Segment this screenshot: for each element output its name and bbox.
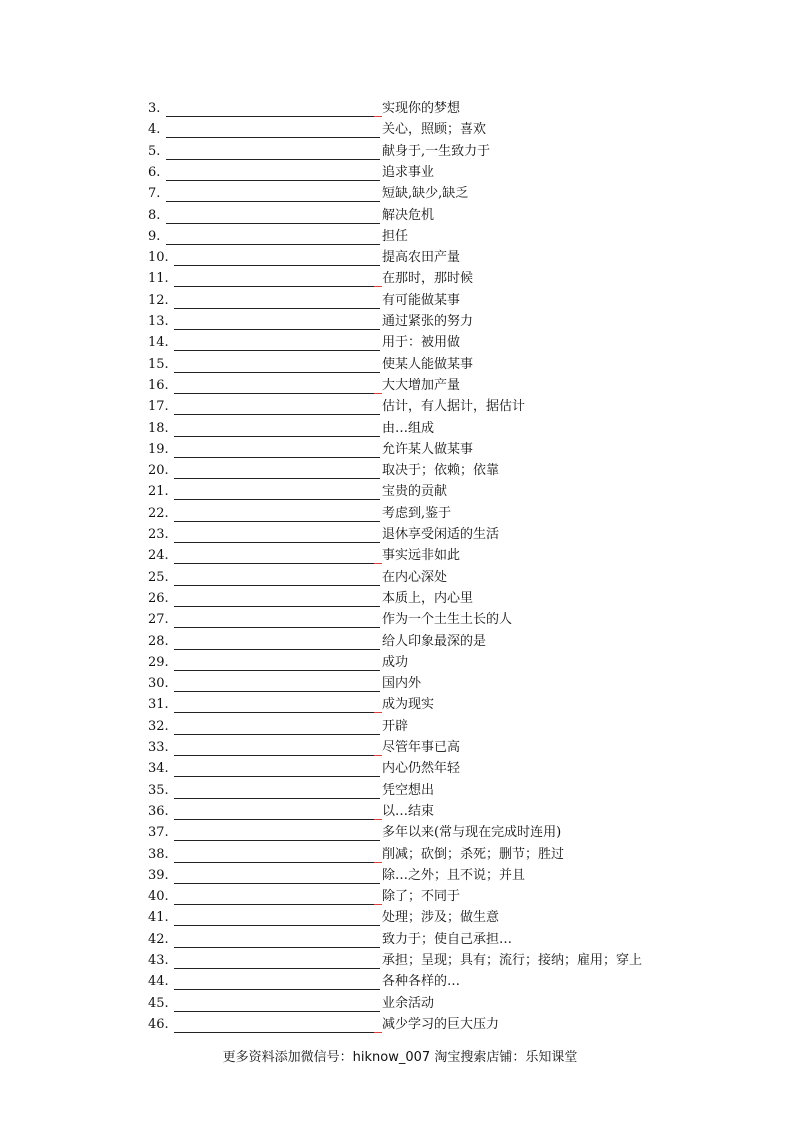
vocabulary-item [148,374,460,394]
vocabulary-item [148,693,434,713]
vocabulary-item [148,523,499,543]
chinese-meaning: 用于：被用做 [382,335,461,351]
vocabulary-item [148,843,564,863]
item-number: 22. [148,505,169,521]
vocabulary-item [148,438,473,458]
vocabulary-item [148,672,421,692]
vocabulary-item [148,544,460,564]
item-number: 14. [148,335,169,351]
answer-blank[interactable] [174,529,380,543]
item-number: 36. [148,803,169,819]
answer-blank[interactable] [174,614,380,628]
answer-blank[interactable] [174,998,380,1012]
vocabulary-item [148,970,460,990]
answer-blank[interactable] [174,465,380,479]
vocabulary-item [148,630,486,650]
chinese-meaning: 解决危机 [382,207,435,223]
chinese-meaning: 允许某人做某事 [382,441,474,457]
answer-blank[interactable] [174,316,380,330]
item-number: 41. [148,910,169,926]
item-number: 26. [148,590,169,606]
item-number: 11. [148,271,169,287]
item-number: 6. [148,164,161,180]
answer-blank[interactable] [174,273,380,287]
answer-blank[interactable] [174,636,380,650]
vocabulary-item [148,715,408,735]
vocabulary-item [148,949,642,969]
answer-blank[interactable] [174,1019,380,1033]
chinese-meaning: 在那时，那时候 [382,271,474,287]
item-number: 46. [148,1016,169,1032]
chinese-meaning: 退休享受闲适的生活 [382,527,500,542]
answer-blank[interactable] [174,763,380,777]
answer-blank[interactable] [174,934,380,948]
chinese-meaning: 业余活动 [382,995,435,1011]
vocabulary-item [148,459,499,479]
vocabulary-item [148,395,525,415]
chinese-meaning: 各种各样的… [382,974,461,990]
item-number: 21. [148,484,169,500]
item-number: 25. [148,569,169,585]
chinese-meaning: 减少学习的巨大压力 [382,1016,500,1032]
vocabulary-item [148,651,408,671]
answer-blank[interactable] [174,891,380,905]
chinese-meaning: 内心仍然年轻 [382,761,461,777]
chinese-meaning: 削减；砍倒；杀死；删节；胜过 [382,846,565,862]
vocabulary-item [148,310,473,330]
vocabulary-item [148,906,499,926]
item-number: 7. [148,186,161,202]
item-number: 24. [148,548,169,564]
item-number: 3. [148,101,161,116]
item-number: 34. [148,761,169,777]
answer-blank[interactable] [174,870,380,884]
vocabulary-item [148,140,490,160]
item-number: 44. [148,974,169,990]
item-number: 10. [148,250,169,266]
vocabulary-item [148,480,447,500]
answer-blank[interactable] [174,508,380,522]
item-number: 4. [148,122,161,138]
vocabulary-item [148,246,460,266]
item-number: 5. [148,143,161,159]
answer-blank[interactable] [174,423,380,437]
vocabulary-item [148,331,460,351]
answer-blank[interactable] [174,806,380,820]
item-number: 35. [148,782,169,798]
answer-blank[interactable] [174,359,380,373]
item-number: 38. [148,846,169,862]
item-number: 16. [148,377,169,393]
answer-blank[interactable] [174,955,380,969]
vocabulary-item [148,587,473,607]
chinese-meaning: 提高农田产量 [382,250,461,266]
vocabulary-item [148,821,561,841]
answer-blank[interactable] [166,210,380,224]
chinese-meaning: 致力于；使自己承担… [382,931,513,947]
chinese-meaning: 估计，有人据计，据估计 [382,399,526,415]
chinese-meaning: 国内外 [382,676,422,692]
chinese-meaning: 担任 [382,228,409,244]
chinese-meaning: 追求事业 [382,164,435,180]
chinese-meaning: 取决于；依赖；依靠 [382,463,500,479]
item-number: 43. [148,953,169,968]
chinese-meaning: 有可能做某事 [382,292,461,308]
vocabulary-item [148,757,460,777]
vocabulary-item [148,204,434,224]
chinese-meaning: 短缺,缺少,缺乏 [382,186,469,202]
vocabulary-item [148,736,460,756]
vocabulary-item [148,1013,499,1033]
vocabulary-item [148,118,486,138]
answer-blank[interactable] [174,337,380,351]
chinese-meaning: 除…之外；且不说；并且 [382,867,526,883]
chinese-meaning: 关心，照顾；喜欢 [382,122,487,138]
chinese-meaning: 实现你的梦想 [382,101,461,116]
item-number: 13. [148,314,169,329]
answer-blank[interactable] [166,103,380,117]
chinese-meaning: 多年以来(常与现在完成时连用) [382,825,562,841]
footer-text: 更多资料添加微信号：hiknow_007 淘宝搜索店铺：乐知课堂 [222,1050,578,1065]
vocabulary-item [148,800,434,820]
answer-blank[interactable] [174,699,380,713]
answer-blank[interactable] [174,380,380,394]
item-number: 37. [148,825,169,841]
vocabulary-item [148,182,468,202]
chinese-meaning: 以…结束 [382,803,435,819]
answer-blank[interactable] [174,827,380,841]
answer-blank[interactable] [174,721,380,735]
chinese-meaning: 承担；呈现；具有；流行；接纳；雇用；穿上 [382,953,643,968]
answer-blank[interactable] [166,188,380,202]
vocabulary-item [148,267,473,287]
item-number: 12. [148,292,169,308]
answer-blank[interactable] [174,849,380,863]
answer-blank[interactable] [166,146,380,160]
vocabulary-item [148,992,434,1012]
vocabulary-item [148,864,525,884]
chinese-meaning: 成功 [382,654,409,670]
chinese-meaning: 通过紧张的努力 [382,314,474,329]
vocabulary-item [148,225,408,245]
item-number: 23. [148,527,169,542]
chinese-meaning: 考虑到,鉴于 [382,505,452,521]
chinese-meaning: 开辟 [382,718,409,734]
item-number: 20. [148,463,169,479]
item-number: 40. [148,889,169,905]
chinese-meaning: 作为一个土生土长的人 [382,612,513,628]
vocabulary-item [148,353,473,373]
vocabulary-item [148,885,460,905]
vocabulary-item [148,161,434,181]
chinese-meaning: 使某人能做某事 [382,356,474,372]
chinese-meaning: 凭空想出 [382,782,435,798]
answer-blank[interactable] [174,252,380,266]
answer-blank[interactable] [174,976,380,990]
vocabulary-item [148,566,447,586]
vocabulary-item [148,502,451,522]
chinese-meaning: 本质上，内心里 [382,590,474,606]
vocabulary-item [148,928,512,948]
answer-blank[interactable] [174,295,380,309]
item-number: 17. [148,399,169,415]
item-number: 15. [148,356,169,372]
item-number: 29. [148,654,169,670]
item-number: 39. [148,867,169,883]
item-number: 45. [148,995,169,1011]
chinese-meaning: 尽管年事已高 [382,740,461,755]
vocabulary-item [148,289,460,309]
item-number: 8. [148,207,161,223]
item-number: 19. [148,441,169,457]
item-number: 31. [148,697,169,713]
chinese-meaning: 献身于,一生致力于 [382,143,491,159]
answer-blank[interactable] [174,678,380,692]
item-number: 9. [148,228,161,244]
answer-blank[interactable] [174,785,380,799]
chinese-meaning: 宝贵的贡献 [382,484,448,500]
item-number: 30. [148,676,169,692]
item-number: 32. [148,718,169,734]
vocabulary-item [148,97,460,117]
vocabulary-item [148,608,512,628]
answer-blank[interactable] [174,912,380,926]
vocabulary-item [148,779,434,799]
chinese-meaning: 由…组成 [382,420,435,436]
chinese-meaning: 成为现实 [382,697,435,713]
answer-blank[interactable] [174,486,380,500]
item-number: 18. [148,420,169,436]
vocabulary-item [148,417,434,437]
item-number: 42. [148,931,169,947]
chinese-meaning: 除了；不同于 [382,889,461,905]
item-number: 27. [148,612,169,628]
answer-blank[interactable] [174,444,380,458]
answer-blank[interactable] [174,401,380,415]
answer-blank[interactable] [166,231,380,245]
item-number: 33. [148,740,169,755]
answer-blank[interactable] [174,572,380,586]
answer-blank[interactable] [166,167,380,181]
answer-blank[interactable] [174,593,380,607]
item-number: 28. [148,633,169,649]
answer-blank[interactable] [174,742,380,756]
chinese-meaning: 大大增加产量 [382,377,461,393]
chinese-meaning: 处理；涉及；做生意 [382,910,500,926]
chinese-meaning: 在内心深处 [382,569,448,585]
chinese-meaning: 给人印象最深的是 [382,633,487,649]
answer-blank[interactable] [174,657,380,671]
answer-blank[interactable] [166,124,380,138]
answer-blank[interactable] [174,550,380,564]
chinese-meaning: 事实远非如此 [382,548,461,564]
